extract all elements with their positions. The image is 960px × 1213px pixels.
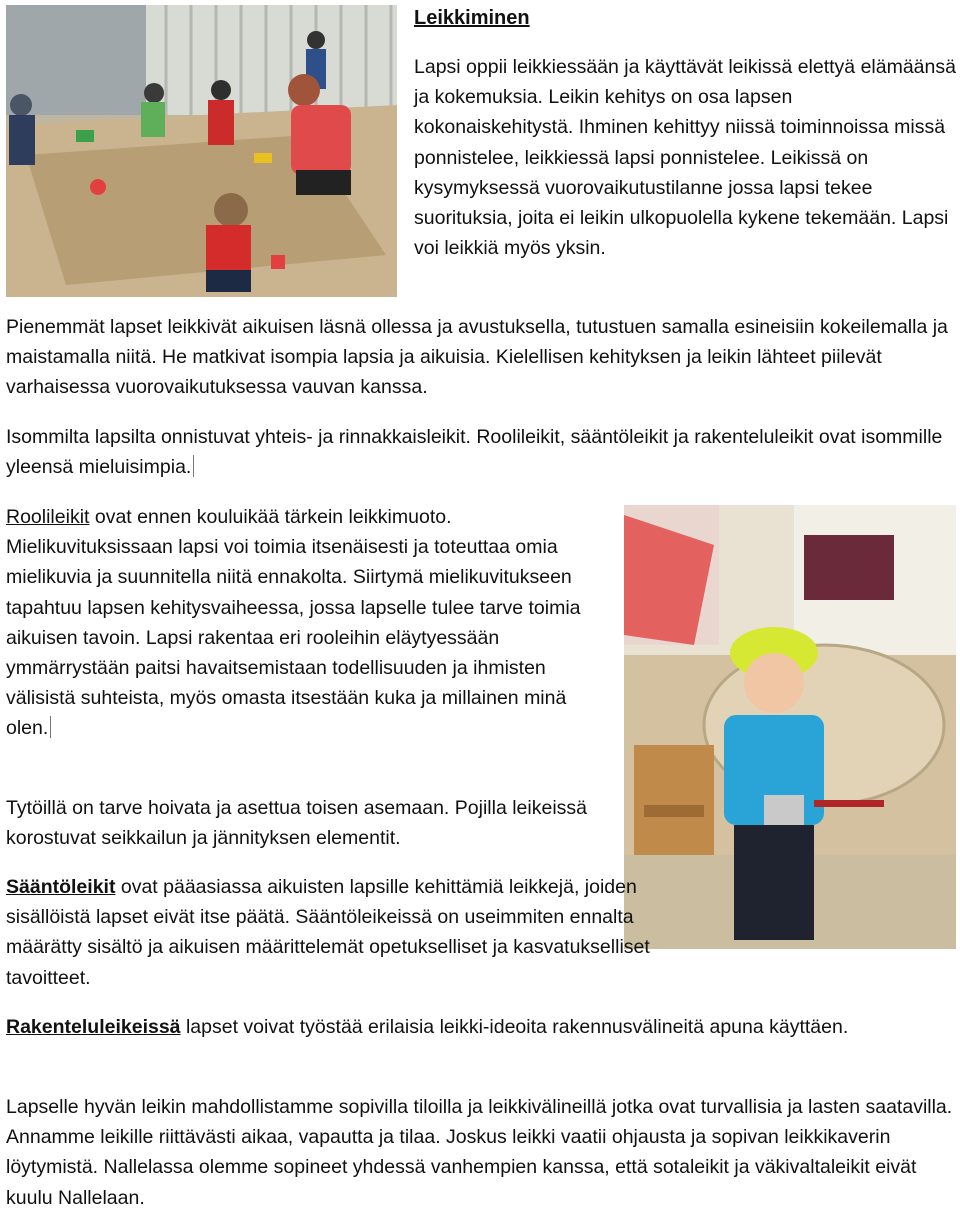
page-title: Leikkiminen	[414, 7, 530, 29]
term-rule-games: Sääntöleikit	[6, 876, 116, 898]
paragraph-girls-boys: Tytöillä on tarve hoivata ja asettua toisen asemaan. Pojilla leikeissä korostuvat seikkailun ja jännityksen elementit.	[6, 797, 587, 850]
construction-play-text: lapset voivat työstää erilaisia leikki-ideoita rakennusvälineitä apuna käyttäen.	[180, 1016, 849, 1038]
paragraph-small-children: Pienemmät lapset leikkivät aikuisen läsnä ollessa ja avustuksella, tutustuen samalla esineisiin kokeilemalla ja maistamalla niitä. He matkivat isompia lapsia ja aikuisia. Kielellisen kehityksen ja leikin lähteet piilevät varhaisessa vuorovaikutuksessa vauvan kanssa.	[6, 316, 948, 399]
intro-paragraph: Lapsi oppii leikkiessään ja käyttävät leikissä elettyä elämäänsä ja kokemuksia. Leikin kehitys on osa lapsen kokonaiskehitystä. Ihminen kehittyy niissä toiminnoissa missä ponnistelee, leikkiessä lapsi ponnistelee. Leikissä on kysymyksessä vuorovaikutustilanne jossa lapsi tekee suorituksia, joita ei leikin ulkopuolella kykene tekemään. Lapsi voi leikkiä myös yksin.	[414, 56, 956, 260]
paragraph-rule-games	[6, 872, 686, 993]
term-construction-play: Rakenteluleikeissä	[6, 1016, 181, 1038]
term-role-play: Roolileikit	[6, 506, 90, 528]
text-cursor	[50, 716, 51, 738]
paragraph-construction-play	[6, 1012, 958, 1042]
role-play-text: ovat ennen kouluikää tärkein leikkimuoto. Mielikuvituksissaan lapsi voi toimia itsenäisesti ja toteuttaa omia mielikuvia ja suunnitella niitä ennakolta. Siirtymä mielikuvitukseen tapahtuu lapsen kehitysvaiheessa, jossa lapselle tulee tarve toimia aikuisen tavoin. Lapsi rakentaa eri rooleihin eläytyessään ymmärrystään paitsi havaitsemistaan todellisuuden ja ihmisten välisistä suhteista, myös omasta itsestään kuka ja millainen minä olen.	[6, 506, 581, 740]
text-cursor	[193, 455, 194, 477]
paragraph-older-children	[6, 422, 958, 482]
paragraph-closing: Lapselle hyvän leikin mahdollistamme sopivilla tiloilla ja leikkivälineillä jotka ovat turvallisia ja lasten saatavilla. Annamme leikille riittävästi aikaa, vapautta ja tilaa. Joskus leikki vaatii ohjausta ja sopivan leikkikaverin löytymistä. Nallelassa olemme sopineet yhdessä vanhempien kanssa, että sotaleikit ja väkivaltaleikit eivät kuulu Nallelaan.	[6, 1096, 953, 1209]
sandbox-photo	[6, 5, 397, 297]
rule-games-text: ovat pääasiassa aikuisten lapsille kehittämiä leikkejä, joiden sisällöistä lapset eivät itse päätä. Sääntöleikeissä on useimmiten ennalta määrätty sisältö ja aikuisen määrittelemät opetukselliset ja kasvatukselliset tavoitteet.	[6, 876, 650, 989]
paragraph-role-play	[6, 502, 612, 744]
older-children-text: Isommilta lapsilta onnistuvat yhteis- ja rinnakkaisleikit. Roolileikit, sääntöleikit ja rakenteluleikit ovat isommille yleensä mieluisimpia.	[6, 426, 943, 479]
